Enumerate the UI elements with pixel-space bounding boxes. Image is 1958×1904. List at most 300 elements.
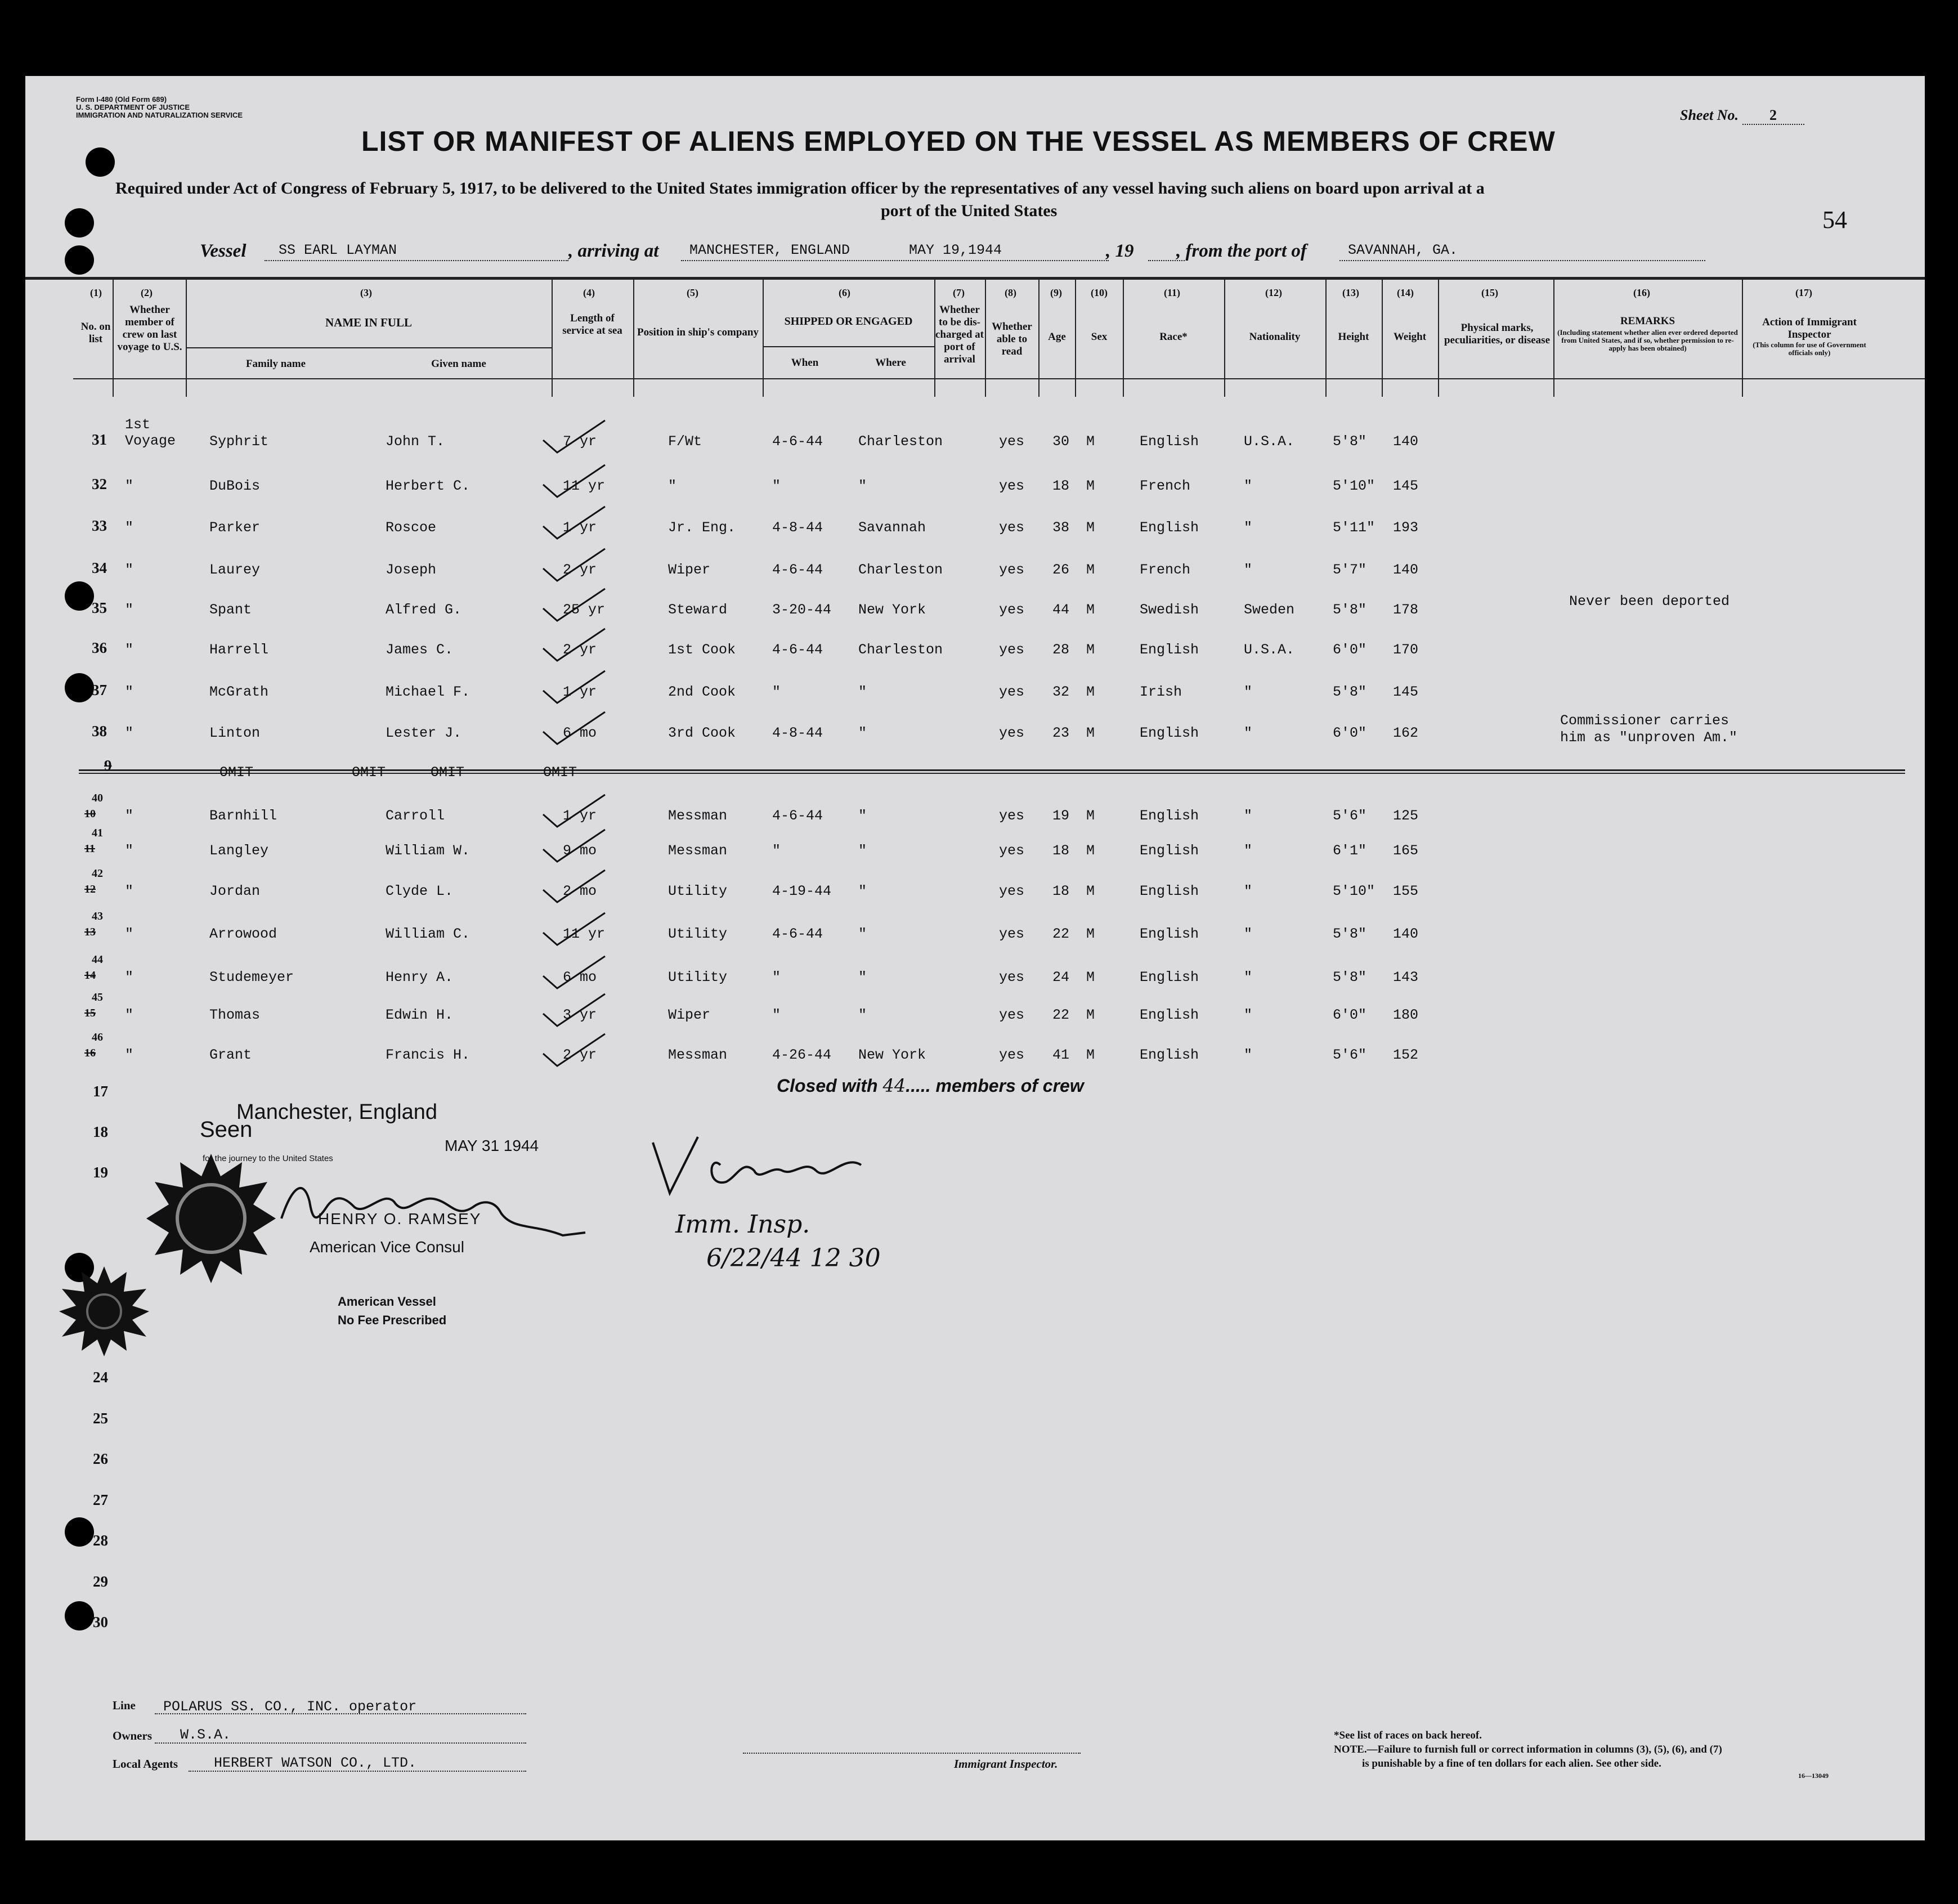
- cell-read: yes: [999, 642, 1025, 658]
- cell-height: 5'7": [1333, 562, 1367, 578]
- col-header-sex: Sex: [1091, 331, 1108, 343]
- struck-row-number: 11: [84, 843, 95, 855]
- cell-weight: 125: [1393, 808, 1419, 824]
- cell-nat: ": [1244, 684, 1253, 700]
- cell-age: 26: [1052, 562, 1070, 578]
- check-mark-icon: [540, 991, 613, 1031]
- footer-line-label: Line: [113, 1699, 136, 1712]
- cell-position: ": [668, 478, 677, 494]
- omit-word: OMIT: [543, 764, 577, 781]
- form-id-line: IMMIGRATION AND NATURALIZATION SERVICE: [76, 111, 243, 119]
- cell-when: ": [772, 1007, 781, 1023]
- row-number: 45: [92, 991, 103, 1003]
- cell-family: Spant: [209, 602, 252, 618]
- row-number: 27: [93, 1491, 108, 1508]
- vessel-note-1: American Vessel: [338, 1294, 436, 1309]
- cell-given: Herbert C.: [386, 478, 471, 494]
- cell-voyage: ": [125, 642, 134, 658]
- omit-word: OMIT: [219, 764, 254, 781]
- row-number: 34: [92, 559, 107, 576]
- col-header-shipped: SHIPPED OR ENGAGED: [784, 315, 913, 328]
- cell-family: Harrell: [209, 642, 269, 658]
- cell-voyage: ": [125, 725, 134, 741]
- check-mark-stroke: [543, 1034, 605, 1066]
- closed-prefix: Closed with: [777, 1076, 878, 1096]
- column-number: (15): [1481, 287, 1498, 298]
- check-mark-icon: [540, 867, 613, 907]
- struck-row-number: 13: [84, 926, 96, 938]
- col-header-crew: Whether member of crew on last voyage to U.S.: [117, 304, 182, 353]
- cell-sex: M: [1086, 1047, 1095, 1063]
- cell-height: 5'8": [1333, 433, 1367, 450]
- cell-read: yes: [999, 519, 1025, 536]
- cell-race: English: [1140, 883, 1199, 899]
- cell-height: 5'8": [1333, 926, 1367, 942]
- cell-read: yes: [999, 843, 1025, 859]
- column-number: (3): [360, 287, 372, 298]
- inspector-signature: [647, 1131, 929, 1204]
- cell-position: Wiper: [668, 562, 711, 578]
- struck-row-number: 15: [84, 1007, 96, 1019]
- row-number: 40: [92, 792, 103, 804]
- cell-given: James C.: [386, 642, 454, 658]
- column-number: (10): [1091, 287, 1108, 298]
- cell-age: 41: [1052, 1047, 1070, 1063]
- stamp-date: MAY 31 1944: [445, 1137, 539, 1154]
- col-header-action: Action of Immigrant Inspector: [1762, 316, 1857, 341]
- cell-nat: ": [1244, 478, 1253, 494]
- cell-height: 6'0": [1333, 642, 1367, 658]
- check-mark-stroke: [543, 549, 605, 581]
- cell-where: Charleston: [858, 562, 943, 578]
- cell-where: ": [858, 478, 867, 494]
- cell-nat: ": [1244, 1047, 1253, 1063]
- cell-service: 7 yr: [563, 433, 597, 450]
- cell-read: yes: [999, 684, 1025, 700]
- sheet-no-value: 2: [1742, 107, 1804, 125]
- page-title: LIST OR MANIFEST OF ALIENS EMPLOYED ON THE VESSEL AS MEMBERS OF CREW: [361, 126, 1556, 157]
- cell-position: 3rd Cook: [668, 725, 736, 741]
- footer-agents-value: HERBERT WATSON CO., LTD.: [214, 1755, 417, 1771]
- cell-weight: 180: [1393, 1007, 1419, 1023]
- cell-race: French: [1140, 562, 1191, 578]
- check-mark-stroke: [543, 465, 605, 497]
- footer-note-3: is punishable by a fine of ten dollars for each alien. See other side.: [1362, 1758, 1661, 1769]
- cell-service: 2 yr: [563, 562, 597, 578]
- column-number: (7): [953, 287, 965, 298]
- cell-weight: 140: [1393, 433, 1419, 450]
- column-number: (2): [141, 287, 153, 298]
- cell-read: yes: [999, 1047, 1025, 1063]
- cell-race: English: [1140, 1047, 1199, 1063]
- consular-location: Manchester, England: [236, 1100, 438, 1124]
- consul-title: American Vice Consul: [310, 1238, 464, 1256]
- seen-stamp: Seen: [200, 1117, 253, 1142]
- punch-hole: [65, 673, 94, 702]
- from-line: [1339, 260, 1705, 261]
- sheet-number: [1680, 107, 1804, 125]
- cell-voyage: ": [125, 602, 134, 618]
- cell-family: McGrath: [209, 684, 269, 700]
- row-number: 17: [93, 1083, 108, 1100]
- cell-weight: 178: [1393, 602, 1419, 618]
- column-rule: [763, 279, 764, 397]
- inspector-label: Immigrant Inspector.: [954, 1757, 1058, 1771]
- cell-height: 5'10": [1333, 478, 1375, 494]
- column-number: (1): [90, 287, 102, 298]
- cell-family: Grant: [209, 1047, 252, 1063]
- cell-position: 1st Cook: [668, 642, 736, 658]
- cell-family: Laurey: [209, 562, 261, 578]
- subtitle-line-1: Required under Act of Congress of February 5, 1917, to be delivered to the United States immigration officer by the representatives of any vessel having such aliens on board upon arrival at a: [115, 179, 1485, 198]
- cell-where: ": [858, 808, 867, 824]
- cell-nat: U.S.A.: [1244, 433, 1295, 450]
- column-number: (12): [1265, 287, 1282, 298]
- cell-when: 4-6-44: [772, 642, 823, 658]
- check-mark-stroke: [543, 712, 605, 744]
- cell-position: Jr. Eng.: [668, 519, 736, 536]
- cell-nat: ": [1244, 843, 1253, 859]
- cell-race: English: [1140, 433, 1199, 450]
- check-mark-icon: [540, 827, 613, 866]
- cell-when: 4-8-44: [772, 725, 823, 741]
- column-number: (9): [1050, 287, 1062, 298]
- cell-race: English: [1140, 1007, 1199, 1023]
- col-header-remarks-note: (Including statement whether alien ever ordered deported from United States, and if so, whether permission to re-apply has been obtained): [1557, 328, 1738, 352]
- col-header-given: Given name: [431, 358, 486, 370]
- cell-age: 44: [1052, 602, 1070, 618]
- check-mark-stroke: [543, 956, 605, 988]
- cell-service: 2 yr: [563, 1047, 597, 1063]
- arrival-date: MAY 19,1944: [909, 242, 1002, 258]
- signature-stroke: [281, 1188, 585, 1235]
- cell-family: Langley: [209, 843, 269, 859]
- cell-given: John T.: [386, 433, 445, 450]
- cell-race: English: [1140, 808, 1199, 824]
- cell-voyage: ": [125, 969, 134, 985]
- cell-position: Utility: [668, 926, 728, 942]
- cell-position: 2nd Cook: [668, 684, 736, 700]
- column-rule: [1742, 279, 1743, 397]
- vessel-note-2: No Fee Prescribed: [338, 1313, 447, 1327]
- column-rule: [1553, 279, 1554, 397]
- check-mark-icon: [540, 792, 613, 831]
- row-number: 44: [92, 953, 103, 966]
- cell-sex: M: [1086, 642, 1095, 658]
- row-number: 18: [93, 1123, 108, 1140]
- check-mark-stroke: [543, 913, 605, 945]
- column-rule: [113, 279, 114, 397]
- cell-service: 25 yr: [563, 602, 606, 618]
- cell-where: ": [858, 725, 867, 741]
- col-header-service: Length of service at sea: [562, 312, 622, 337]
- cell-voyage: ": [125, 1007, 134, 1023]
- row-number: 38: [92, 723, 107, 740]
- cell-sex: M: [1086, 519, 1095, 536]
- row-number: 19: [93, 1164, 108, 1181]
- cell-voyage: ": [125, 1047, 134, 1063]
- row-number: 41: [92, 827, 103, 839]
- footer-agents-label: Local Agents: [113, 1757, 178, 1771]
- row-number: 36: [92, 639, 107, 656]
- cell-given: Edwin H.: [386, 1007, 454, 1023]
- cell-age: 22: [1052, 926, 1070, 942]
- consul-signature: [270, 1168, 597, 1247]
- check-mark-stroke: [543, 994, 605, 1026]
- name-underline: [186, 347, 552, 348]
- row-number: 37: [92, 682, 107, 698]
- header-top-rule: [25, 277, 1925, 280]
- consular-small-line: for the journey to the United States: [203, 1154, 333, 1163]
- year-label: , 19: [1106, 241, 1134, 261]
- cell-sex: M: [1086, 602, 1095, 618]
- cell-height: 5'11": [1333, 519, 1375, 536]
- cell-read: yes: [999, 883, 1025, 899]
- cell-sex: M: [1086, 433, 1095, 450]
- cell-family: Barnhill: [209, 808, 277, 824]
- cell-weight: 165: [1393, 843, 1419, 859]
- cell-service: 9 mo: [563, 843, 597, 859]
- footer-code: 16—13049: [1798, 1772, 1829, 1780]
- cell-nat: ": [1244, 725, 1253, 741]
- cell-given: Carroll: [386, 808, 445, 824]
- cell-voyage: ": [125, 808, 134, 824]
- cell-weight: 152: [1393, 1047, 1419, 1063]
- check-mark-stroke: [543, 830, 605, 862]
- col-header-physical: Physical marks, peculiarities, or disease: [1444, 322, 1551, 346]
- cell-given: Clyde L.: [386, 883, 454, 899]
- cell-given: Henry A.: [386, 969, 454, 985]
- column-rule: [186, 279, 187, 397]
- cell-sex: M: [1086, 725, 1095, 741]
- cell-where: Charleston: [858, 642, 943, 658]
- cell-given: Michael F.: [386, 684, 471, 700]
- cell-when: 4-6-44: [772, 433, 823, 450]
- cell-service: 6 mo: [563, 969, 597, 985]
- check-mark-stroke: [543, 629, 605, 661]
- cell-race: English: [1140, 642, 1199, 658]
- cell-position: Steward: [668, 602, 728, 618]
- cell-where: Charleston: [858, 433, 943, 450]
- cell-height: 5'8": [1333, 684, 1367, 700]
- column-number: (16): [1633, 287, 1650, 298]
- closed-with-note: Closed with 44..... members of crew: [777, 1075, 1084, 1096]
- cell-voyage: ": [125, 926, 134, 942]
- cell-sex: M: [1086, 926, 1095, 942]
- cell-age: 18: [1052, 478, 1070, 494]
- cell-when: 4-6-44: [772, 562, 823, 578]
- vessel-label: Vessel: [200, 241, 247, 261]
- struck-row-number: 14: [84, 969, 96, 982]
- cell-read: yes: [999, 562, 1025, 578]
- cell-nat: Sweden: [1244, 602, 1295, 618]
- omit-row-number: 9: [104, 757, 112, 774]
- check-mark-stroke: [543, 870, 605, 902]
- row-number: 26: [93, 1450, 108, 1467]
- col-header-position: Position in ship's company: [637, 326, 759, 338]
- col-header-no: No. on list: [80, 321, 111, 345]
- check-mark-icon: [540, 418, 613, 457]
- cell-when: ": [772, 684, 781, 700]
- cell-race: English: [1140, 926, 1199, 942]
- cell-when: 3-20-44: [772, 602, 832, 618]
- cell-when: ": [772, 843, 781, 859]
- cell-race: English: [1140, 969, 1199, 985]
- cell-nat: ": [1244, 883, 1253, 899]
- col-header-read: Whether able to read: [992, 321, 1032, 357]
- check-mark-icon: [540, 953, 613, 993]
- check-mark-stroke: [543, 420, 605, 453]
- cell-sex: M: [1086, 883, 1095, 899]
- cell-family: Arrowood: [209, 926, 277, 942]
- row-number: 31: [92, 431, 107, 448]
- punch-hole: [65, 208, 94, 238]
- cell-given: William W.: [386, 843, 471, 859]
- row-number: 28: [93, 1532, 108, 1549]
- cell-read: yes: [999, 808, 1025, 824]
- cell-sex: M: [1086, 808, 1095, 824]
- cell-height: 6'1": [1333, 843, 1367, 859]
- cell-family: Parker: [209, 519, 261, 536]
- row-number: 29: [93, 1573, 108, 1590]
- column-number: (8): [1005, 287, 1016, 298]
- col-header-name: NAME IN FULL: [325, 316, 412, 329]
- cell-when: 4-6-44: [772, 926, 823, 942]
- check-mark-icon: [540, 910, 613, 949]
- struck-row-number: 12: [84, 883, 96, 895]
- cell-nat: ": [1244, 808, 1253, 824]
- cell-remarks: Never been deported: [1569, 593, 1730, 610]
- cell-given: Alfred G.: [386, 602, 462, 618]
- check-mark-icon: [540, 546, 613, 585]
- check-mark-icon: [540, 586, 613, 625]
- cell-when: 4-6-44: [772, 808, 823, 824]
- punch-hole: [65, 1601, 94, 1630]
- cell-given: Roscoe: [386, 519, 437, 536]
- cell-service: 3 yr: [563, 1007, 597, 1023]
- cell-read: yes: [999, 969, 1025, 985]
- inspector-note-line-1: Imm. Insp.: [675, 1210, 810, 1239]
- col-header-action-note: (This column for use of Government officials only): [1753, 341, 1866, 357]
- cell-age: 32: [1052, 684, 1070, 700]
- cell-voyage: ": [125, 843, 134, 859]
- check-mark-icon: [540, 1031, 613, 1070]
- col-header-remarks: REMARKS: [1620, 315, 1675, 327]
- vessel-line: [265, 260, 568, 261]
- row-number: 46: [92, 1031, 103, 1043]
- struck-row-number: 16: [84, 1047, 96, 1059]
- col-header-age: Age: [1048, 331, 1066, 343]
- cell-position: Utility: [668, 883, 728, 899]
- row-number: 24: [93, 1369, 108, 1386]
- cell-age: 18: [1052, 843, 1070, 859]
- inspector-note-line-2: 6/22/44 12 30: [706, 1244, 881, 1273]
- row-number: 35: [92, 599, 107, 616]
- cell-where: New York: [858, 602, 926, 618]
- check-mark-icon: [540, 504, 613, 543]
- cell-sex: M: [1086, 562, 1095, 578]
- cell-height: 5'6": [1333, 808, 1367, 824]
- check-mark-icon: [540, 668, 613, 707]
- cell-service: 6 mo: [563, 725, 597, 741]
- form-id-line: Form I-480 (Old Form 689): [76, 95, 167, 104]
- cell-weight: 145: [1393, 478, 1419, 494]
- cell-weight: 170: [1393, 642, 1419, 658]
- check-mark-icon: [540, 709, 613, 749]
- cell-height: 6'0": [1333, 1007, 1367, 1023]
- cell-voyage: ": [125, 519, 134, 536]
- shipped-underline: [763, 346, 934, 347]
- cell-when: 4-26-44: [772, 1047, 832, 1063]
- punch-hole: [65, 245, 94, 275]
- ribbon-starburst: [59, 1266, 149, 1356]
- cell-sex: M: [1086, 684, 1095, 700]
- header-bottom-rule: [73, 378, 1925, 379]
- punch-hole: [65, 1517, 94, 1547]
- cell-position: Utility: [668, 969, 728, 985]
- cell-age: 19: [1052, 808, 1070, 824]
- from-port: SAVANNAH, GA.: [1348, 242, 1458, 258]
- row-number: 33: [92, 517, 107, 534]
- cell-family: Jordan: [209, 883, 261, 899]
- closed-suffix: members of crew: [935, 1076, 1084, 1096]
- cell-height: 5'6": [1333, 1047, 1367, 1063]
- cell-where: ": [858, 843, 867, 859]
- sheet-label: Sheet No.: [1680, 107, 1739, 123]
- cell-when: 4-8-44: [772, 519, 823, 536]
- footer-note-1: *See list of races on back hereof.: [1334, 1730, 1482, 1741]
- cell-service: 11 yr: [563, 478, 606, 494]
- col-header-discharged: Whether to be dis-charged at port of arrival: [935, 304, 984, 365]
- cell-sex: M: [1086, 478, 1095, 494]
- cell-voyage: 1st Voyage: [125, 416, 176, 449]
- check-mark-stroke: [543, 589, 605, 621]
- row-number: 42: [92, 867, 103, 880]
- omit-word: OMIT: [431, 764, 465, 781]
- form-id-line: U. S. DEPARTMENT OF JUSTICE: [76, 103, 190, 111]
- cell-race: English: [1140, 519, 1199, 536]
- cell-service: 1 yr: [563, 808, 597, 824]
- column-number: (11): [1164, 287, 1180, 298]
- column-rule: [1438, 279, 1439, 397]
- cell-sex: M: [1086, 1007, 1095, 1023]
- column-number: (5): [687, 287, 698, 298]
- cell-race: French: [1140, 478, 1191, 494]
- cell-position: Messman: [668, 1047, 728, 1063]
- cell-read: yes: [999, 926, 1025, 942]
- cell-age: 22: [1052, 1007, 1070, 1023]
- cell-read: yes: [999, 478, 1025, 494]
- consular-seal-icon: [146, 1154, 276, 1283]
- cell-read: yes: [999, 433, 1025, 450]
- cell-family: Linton: [209, 725, 261, 741]
- cell-where: New York: [858, 1047, 926, 1063]
- cell-nat: ": [1244, 562, 1253, 578]
- cell-nat: ": [1244, 969, 1253, 985]
- cell-race: Irish: [1140, 684, 1182, 700]
- column-rule: [633, 279, 634, 397]
- column-rule: [552, 279, 553, 397]
- subtitle-line-2: port of the United States: [881, 201, 1058, 220]
- cell-height: 5'8": [1333, 602, 1367, 618]
- cell-where: ": [858, 883, 867, 899]
- row-number: 25: [93, 1410, 108, 1427]
- cell-position: F/Wt: [668, 433, 702, 450]
- inspector-sign-line: [743, 1753, 1081, 1754]
- cell-height: 5'10": [1333, 883, 1375, 899]
- consul-name: HENRY O. RAMSEY: [318, 1210, 482, 1227]
- cell-weight: 162: [1393, 725, 1419, 741]
